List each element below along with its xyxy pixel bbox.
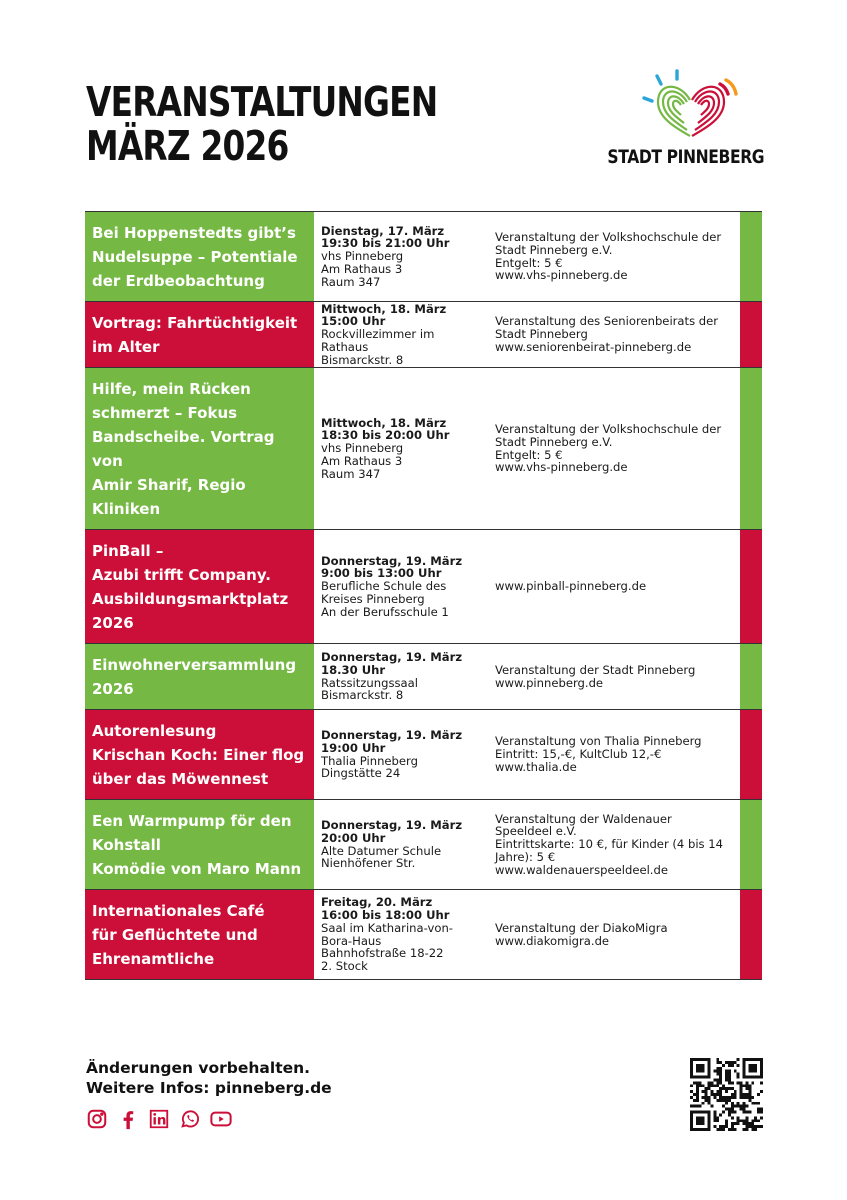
event-title: Internationales Café für Geflüchtete und Ehrenamtliche	[92, 902, 265, 968]
event-color-bar	[740, 644, 762, 709]
event-location-line: vhs Pinneberg	[321, 441, 404, 456]
linkedin-icon[interactable]	[148, 1108, 170, 1130]
event-location-line: Raum 347	[321, 274, 381, 289]
event-row	[85, 800, 762, 890]
event-info-cell	[488, 212, 740, 301]
event-location-line: vhs Pinneberg	[321, 249, 404, 264]
event-color-bar	[740, 212, 762, 301]
event-info-line: www.diakomigra.de	[495, 933, 610, 948]
event-info-line: www.pinball-pinneberg.de	[495, 579, 647, 594]
event-info-line: www.thalia.de	[495, 759, 577, 774]
page-title	[86, 80, 437, 168]
event-info-cell	[488, 710, 740, 799]
event-location-line: Am Rathaus 3	[321, 453, 403, 468]
events-table	[85, 211, 762, 980]
event-info-cell	[488, 890, 740, 979]
facebook-icon[interactable]	[117, 1108, 139, 1130]
event-date: Mittwoch, 18. März	[321, 415, 447, 430]
event-info-line: www.seniorenbeirat-pinneberg.de	[495, 339, 692, 354]
event-date: Donnerstag, 19. März	[321, 649, 463, 664]
event-location-line: Dingstätte 24	[321, 766, 401, 781]
event-row	[85, 890, 762, 980]
event-title-cell	[85, 710, 314, 799]
event-when-cell	[314, 302, 488, 367]
event-location-line: Bismarckstr. 8	[321, 688, 404, 703]
event-row	[85, 644, 762, 710]
event-time: 18.30 Uhr	[321, 662, 386, 677]
city-logo	[607, 68, 770, 172]
event-location-line: Rockvillezimmer im	[321, 327, 435, 342]
event-title-cell	[85, 800, 314, 889]
event-when-cell	[314, 710, 488, 799]
event-time: 20:00 Uhr	[321, 830, 386, 845]
brand-name: STADT PINNEBERG	[607, 146, 764, 168]
event-title: Vortrag: Fahrtüchtigkeit im Alter	[92, 314, 298, 356]
event-location-line: Bora-Haus	[321, 933, 382, 948]
event-when-cell	[314, 644, 488, 709]
footer-line1: Änderungen vorbehalten.	[86, 1059, 311, 1077]
event-color-bar	[740, 302, 762, 367]
event-info-cell	[488, 302, 740, 367]
event-info-line: Stadt Pinneberg	[495, 327, 588, 342]
event-color-bar	[740, 368, 762, 529]
event-time: 15:00 Uhr	[321, 314, 386, 329]
event-row	[85, 212, 762, 302]
event-info-line: www.waldenauerspeeldeel.de	[495, 862, 668, 877]
event-date: Donnerstag, 19. März	[321, 553, 463, 568]
footer-note	[86, 1058, 332, 1098]
event-info-line: Jahre): 5 €	[495, 849, 556, 864]
footer-line2: Weitere Infos: pinneberg.de	[86, 1079, 332, 1097]
event-info-line: Veranstaltung der Stadt Pinneberg	[495, 662, 696, 677]
event-location-line: Nienhöfener Str.	[321, 856, 416, 871]
event-location-line: Thalia Pinneberg	[321, 753, 418, 768]
event-color-bar	[740, 530, 762, 643]
event-info-line: Stadt Pinneberg e.V.	[495, 434, 613, 449]
event-when-cell	[314, 212, 488, 301]
fingerprint-heart-icon	[640, 68, 740, 142]
social-links	[86, 1108, 232, 1130]
page-title-line2: MÄRZ 2026	[86, 122, 289, 170]
event-info-line: Veranstaltung der Volkshochschule der	[495, 229, 722, 244]
event-location-line: Am Rathaus 3	[321, 261, 403, 276]
event-info-line: Entgelt: 5 €	[495, 447, 563, 462]
event-info-line: Veranstaltung von Thalia Pinneberg	[495, 734, 702, 749]
event-when-cell	[314, 890, 488, 979]
event-row	[85, 710, 762, 800]
event-location-line: Rathaus	[321, 339, 369, 354]
event-info-cell	[488, 368, 740, 529]
event-title: Autorenlesung Krischan Koch: Einer flog über das Möwennest	[92, 722, 305, 788]
event-info-line: Eintritt: 15,-€, KultClub 12,-€	[495, 747, 662, 762]
event-title: Hilfe, mein Rücken schmerzt – Fokus Bandscheibe. Vortrag von Amir Sharif, Regio Kliniken	[92, 380, 275, 518]
event-title-cell	[85, 212, 314, 301]
event-time: 16:00 bis 18:00 Uhr	[321, 907, 450, 922]
qr-code[interactable]	[690, 1058, 763, 1131]
event-time: 19:30 bis 21:00 Uhr	[321, 236, 450, 251]
event-time: 18:30 bis 20:00 Uhr	[321, 428, 450, 443]
event-location-line: Kreises Pinneberg	[321, 591, 425, 606]
event-row	[85, 530, 762, 644]
event-location-line: An der Berufsschule 1	[321, 604, 449, 619]
page-title-line1: VERANSTALTUNGEN	[86, 78, 438, 126]
event-location-line: Alte Datumer Schule	[321, 843, 442, 858]
event-title-cell	[85, 368, 314, 529]
event-info-line: www.pinneberg.de	[495, 675, 604, 690]
event-info-line: Veranstaltung der Volkshochschule der	[495, 421, 722, 436]
event-title-cell	[85, 644, 314, 709]
event-title: Bei Hoppenstedts gibt’s Nudelsuppe – Potentiale der Erdbeobachtung	[92, 224, 298, 290]
event-info-line: Veranstaltung der Waldenauer	[495, 811, 672, 826]
event-color-bar	[740, 890, 762, 979]
event-when-cell	[314, 368, 488, 529]
whatsapp-icon[interactable]	[179, 1108, 201, 1130]
event-date: Donnerstag, 19. März	[321, 727, 463, 742]
event-date: Donnerstag, 19. März	[321, 817, 463, 832]
event-title: Einwohnerversammlung 2026	[92, 656, 297, 698]
event-title: Een Warmpump för den Kohstall Komödie von Maro Mann	[92, 812, 302, 878]
event-info-line: Eintrittskarte: 10 €, für Kinder (4 bis 14	[495, 837, 724, 852]
event-time: 9:00 bis 13:00 Uhr	[321, 566, 442, 581]
event-location-line: Saal im Katharina-von-	[321, 920, 453, 935]
event-date: Dienstag, 17. März	[321, 223, 445, 238]
event-color-bar	[740, 800, 762, 889]
event-date: Freitag, 20. März	[321, 895, 433, 910]
event-location-line: 2. Stock	[321, 959, 368, 974]
event-location-line: Bismarckstr. 8	[321, 352, 404, 367]
event-info-cell	[488, 530, 740, 643]
event-row	[85, 302, 762, 368]
event-title-cell	[85, 302, 314, 367]
event-info-line: Speeldeel e.V.	[495, 824, 577, 839]
instagram-icon[interactable]	[86, 1108, 108, 1130]
event-location-line: Raum 347	[321, 466, 381, 481]
event-color-bar	[740, 710, 762, 799]
event-info-line: www.vhs-pinneberg.de	[495, 268, 628, 283]
event-time: 19:00 Uhr	[321, 740, 386, 755]
event-location-line: Ratssitzungssaal	[321, 675, 418, 690]
event-info-line: Entgelt: 5 €	[495, 255, 563, 270]
event-when-cell	[314, 800, 488, 889]
event-date: Mittwoch, 18. März	[321, 301, 447, 316]
event-when-cell	[314, 530, 488, 643]
event-title-cell	[85, 530, 314, 643]
event-info-cell	[488, 644, 740, 709]
event-info-line: Stadt Pinneberg e.V.	[495, 242, 613, 257]
event-location-line: Berufliche Schule des	[321, 579, 447, 594]
event-info-cell	[488, 800, 740, 889]
event-title-cell	[85, 890, 314, 979]
event-info-line: www.vhs-pinneberg.de	[495, 460, 628, 475]
event-info-line: Veranstaltung des Seniorenbeirats der	[495, 314, 719, 329]
event-title: PinBall – Azubi trifft Company. Ausbildungsmarktplatz 2026	[92, 542, 289, 632]
event-info-line: Veranstaltung der DiakoMigra	[495, 920, 668, 935]
event-row	[85, 368, 762, 530]
youtube-icon[interactable]	[210, 1108, 232, 1130]
event-location-line: Bahnhofstraße 18-22	[321, 946, 444, 961]
